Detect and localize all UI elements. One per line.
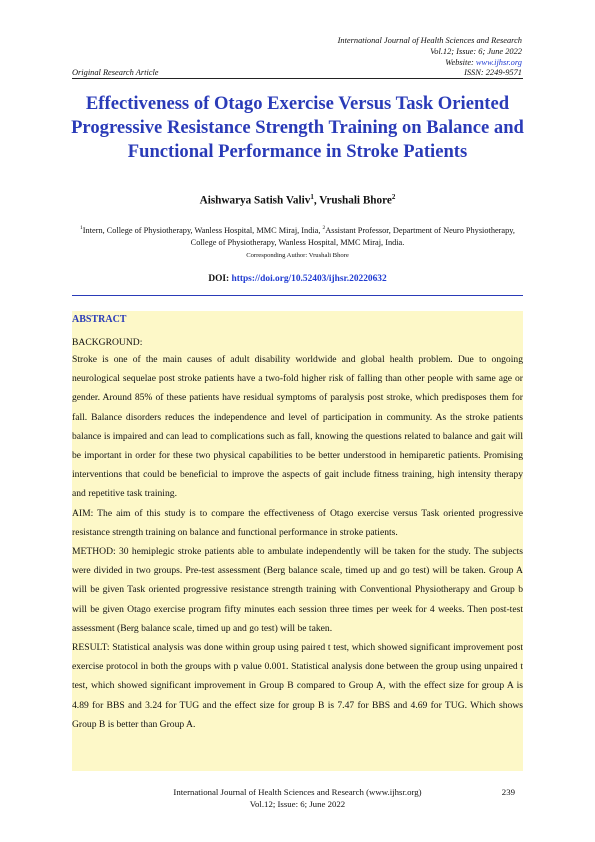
background-label: BACKGROUND:: [72, 337, 143, 348]
journal-header: [338, 35, 522, 68]
author-1: Aishwarya Satish Valiv: [199, 194, 311, 207]
affiliation-1-sup: 1: [80, 225, 83, 231]
doi-label: DOI:: [208, 274, 232, 284]
paper-title: Effectiveness of Otago Exercise Versus Task Oriented Progressive Resistance Strength Training on Balance and Functional Performance in Stroke Patients: [71, 93, 524, 162]
website-link[interactable]: www.ijhsr.org: [475, 58, 522, 67]
footer-volume: Vol.12; Issue: 6; June 2022: [249, 799, 346, 809]
header-divider: [72, 78, 523, 79]
issn: ISSN: 2249-9571: [464, 68, 522, 77]
author-1-sup: 1: [310, 193, 314, 201]
journal-name: International Journal of Health Sciences and Research: [337, 36, 522, 45]
journal-website: [338, 57, 522, 68]
authors: [60, 193, 535, 207]
affiliation-1: Intern, College of Physiotherapy, Wanless Hospital, MMC Miraj, India,: [82, 225, 323, 235]
affiliation-2-sup: 2: [322, 225, 326, 231]
affiliation-2: Assistant Professor, Department of Neuro Physiotherapy, College of Physiotherapy, Wanless Hospital, MMC Miraj, India.: [190, 225, 515, 248]
author-2-sup: 2: [391, 193, 396, 201]
abstract-heading: ABSTRACT: [72, 314, 127, 325]
affiliations: [74, 222, 521, 250]
abstract-box: [72, 311, 523, 771]
page-number: 239: [501, 787, 515, 797]
website-label: Website:: [445, 58, 476, 67]
aim-paragraph: AIM: The aim of this study is to compare the effectiveness of Otago exercise versus Task oriented progressive resistance strength training on balance and functional performance in stroke patients.: [72, 507, 523, 538]
article-type: Original Research Article: [72, 68, 159, 77]
result-paragraph: RESULT: Statistical analysis was done within group using paired t test, which showed significant improvement post exercise protocol in both the groups with p value 0.001. Statistical analysis done between the group using unpaired t test, which showed significant improvement in Group B compared to Group A, with the effect size for group A is 4.89 for BBS and 3.24 for TUG and the effect size for group B is 7.47 for BBS and 4.69 for TUG. Which shows Group B is better than Group A.: [72, 642, 523, 730]
background-paragraph: Stroke is one of the main causes of adult disability worldwide and global health problem. Due to ongoing neurological sequelae post stroke patients have a two-fold higher risk of falling than other people with same age or gender. Around 85% of these patients have residual symptoms of paralysis post stroke, which predisposes them for fall. Balance disorders reduces the independence and level of participation in community. As the stroke patients balance is impaired and can lead to complications such as fall, knowing the questions related to balance and gait will be important in order for these two physical capabilities to be better understood in hemiparetic patients. Promising interventions that could be beneficial to improve the aspects of gait include fitness training, high intensity therapy and repetitive task training.: [72, 354, 523, 500]
footer-journal: International Journal of Health Sciences and Research (www.ijhsr.org): [173, 787, 422, 797]
author-separator: ,: [313, 194, 320, 207]
author-2: Vrushali Bhore: [319, 194, 392, 207]
method-paragraph: METHOD: 30 hemiplegic stroke patients able to ambulate independently will be taken for the study. The subjects were divided in two groups. Pre-test assessment (Berg balance scale, timed up and go test) will be taken. Group A will be given Task oriented progressive resistance strength training with Conventional Physiotherapy and Group b will be given Otago exercise program fifty minutes each session three times per week for 4 weeks. Then post-test assessment (Berg balance scale, timed up and go test) will be taken.: [72, 546, 523, 634]
doi-link[interactable]: https://doi.org/10.52403/ijhsr.20220632: [231, 274, 387, 284]
doi: [60, 274, 535, 284]
corresponding-author: Corresponding Author: Vrushali Bhore: [246, 252, 349, 259]
doi-divider: [72, 295, 523, 296]
journal-volume: Vol.12; Issue: 6; June 2022: [430, 47, 522, 56]
